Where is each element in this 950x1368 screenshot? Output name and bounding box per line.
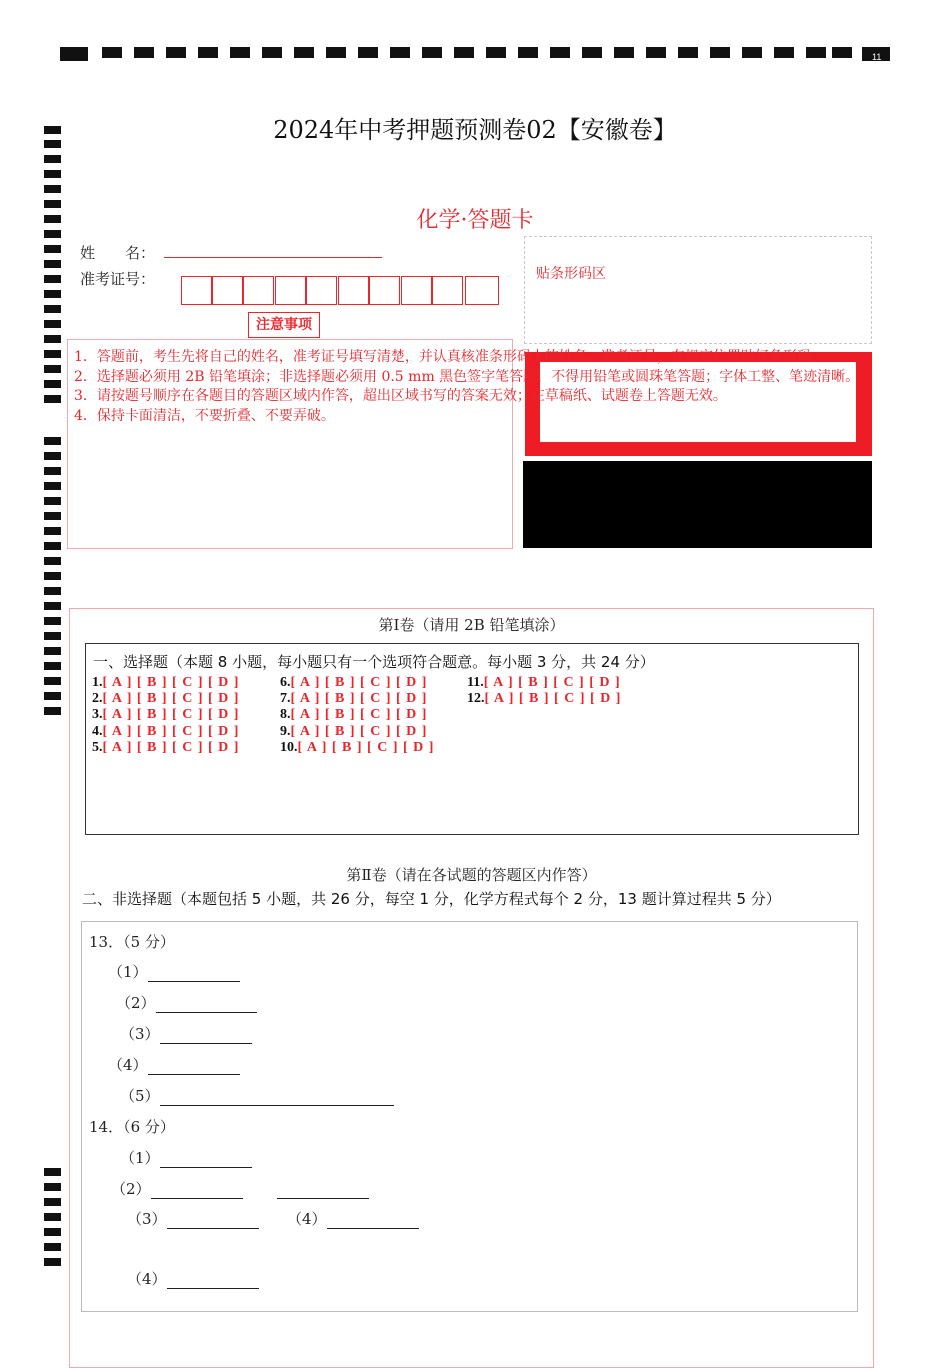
part-label: （4） (108, 1056, 148, 1074)
mc-number: 5. (92, 740, 103, 755)
answer-blank[interactable] (160, 1091, 394, 1106)
mc-number: 10. (280, 740, 298, 755)
part-label: （2） (116, 994, 156, 1012)
answer-blank[interactable] (148, 967, 240, 982)
mc-options[interactable]: [ A ] [ B ] [ C ] [ D ] (102, 724, 240, 739)
mc-options[interactable]: [ A ] [ B ] [ C ] [ D ] (102, 675, 240, 690)
q13-label: 13．（5 分） (89, 933, 175, 951)
q14-part[interactable] (127, 1268, 259, 1289)
notice-item-1: 1．答题前，考生先将自己的姓名，准考证号填写清楚，并认真核准条形码上的姓名、准考证号，在规定位置贴好条形码。 (74, 349, 825, 365)
mc-options[interactable]: [ A ] [ B ] [ C ] [ D ] (484, 691, 622, 706)
page-number: 11 (872, 52, 882, 62)
mc-number: 12. (467, 691, 485, 706)
mc-options[interactable]: [ A ] [ B ] [ C ] [ D ] (102, 740, 240, 755)
id-box[interactable] (401, 276, 432, 305)
id-box[interactable] (465, 276, 499, 305)
mc-number: 7. (280, 691, 291, 706)
mc-number: 9. (280, 724, 291, 739)
mc-number: 1. (92, 675, 103, 690)
notice-item-2: 2．选择题必须用 2B 铅笔填涂；非选择题必须用 0.5 mm 黑色签字笔答题，不得用铅笔或圆珠笔答题；字体工整、笔迹清晰。 (74, 369, 860, 385)
card-subtitle: 化学·答题卡 (416, 208, 534, 233)
mc-options[interactable]: [ A ] [ B ] [ C ] [ D ] (290, 724, 428, 739)
mc-number: 8. (280, 707, 291, 722)
answer-blank[interactable] (156, 998, 257, 1013)
mc-question[interactable] (92, 724, 239, 740)
part-label: （3） (120, 1025, 160, 1043)
part-label: （3） (127, 1210, 167, 1228)
mc-question[interactable] (280, 724, 427, 740)
id-box[interactable] (432, 276, 463, 305)
answer-blank[interactable] (167, 1274, 259, 1289)
id-label: 准考证号： (80, 270, 156, 288)
answer-blank[interactable] (148, 1060, 240, 1075)
part-label: （5） (120, 1087, 160, 1105)
q13-part[interactable] (116, 992, 257, 1013)
mc-number: 2. (92, 691, 103, 706)
mc-question[interactable] (92, 675, 239, 691)
mc-question[interactable] (280, 675, 427, 691)
answer-blank[interactable] (167, 1214, 259, 1229)
blackout-block (523, 461, 872, 548)
q13-part[interactable] (108, 961, 240, 982)
answer-blank[interactable] (160, 1029, 252, 1044)
mc-options[interactable]: [ A ] [ B ] [ C ] [ D ] (483, 675, 621, 690)
q14-label: 14．（6 分） (89, 1118, 175, 1136)
part2-heading: 第Ⅱ卷（请在各试题的答题区内作答） (346, 866, 597, 884)
id-box[interactable] (369, 276, 400, 305)
mc-number: 4. (92, 724, 103, 739)
mc-options[interactable]: [ A ] [ B ] [ C ] [ D ] (102, 691, 240, 706)
mc-options[interactable]: [ A ] [ B ] [ C ] [ D ] (290, 707, 428, 722)
mc-question[interactable] (92, 740, 239, 756)
part-label: （2） (111, 1180, 151, 1198)
id-box[interactable] (212, 276, 243, 305)
id-box[interactable] (275, 276, 306, 305)
part-label: （4） (127, 1270, 167, 1288)
barcode-label: 贴条形码区 (536, 266, 606, 282)
mc-number: 6. (280, 675, 291, 690)
q13-part[interactable] (120, 1023, 252, 1044)
mc-options[interactable]: [ A ] [ B ] [ C ] [ D ] (290, 675, 428, 690)
name-field[interactable] (164, 257, 382, 258)
mc-question[interactable] (280, 707, 427, 723)
exam-title: 2024年中考押题预测卷02【安徽卷】 (273, 116, 677, 144)
q14-part[interactable] (120, 1147, 252, 1168)
name-label: 姓 名： (80, 244, 156, 262)
mc-question[interactable] (92, 707, 239, 723)
mc-question[interactable] (467, 691, 621, 707)
id-box[interactable] (338, 276, 369, 305)
mc-options[interactable]: [ A ] [ B ] [ C ] [ D ] (297, 740, 435, 755)
answer-blank[interactable] (277, 1184, 369, 1199)
mc-number: 11. (467, 675, 484, 690)
id-box[interactable] (181, 276, 212, 305)
answer-blank[interactable] (160, 1153, 252, 1168)
part-label: （4） (287, 1210, 327, 1228)
part-label: （1） (108, 963, 148, 981)
mc-question[interactable] (467, 675, 621, 691)
part-label: （1） (120, 1149, 160, 1167)
mc-number: 3. (92, 707, 103, 722)
mc-options[interactable]: [ A ] [ B ] [ C ] [ D ] (102, 707, 240, 722)
mc-section-title: 一、选择题（本题 8 小题，每小题只有一个选项符合题意。每小题 3 分，共 24 分） (93, 653, 655, 671)
notice-item-3: 3．请按题号顺序在各题目的答题区域内作答，超出区域书写的答案无效；在草稿纸、试题卷上答题无效。 (74, 388, 727, 404)
barcode-area (524, 236, 872, 344)
notice-title: 注意事项 (248, 312, 320, 338)
id-box[interactable] (306, 276, 337, 305)
mc-question[interactable] (92, 691, 239, 707)
q13-part[interactable] (120, 1085, 394, 1106)
mc-options[interactable]: [ A ] [ B ] [ C ] [ D ] (290, 691, 428, 706)
q14-part[interactable] (111, 1178, 369, 1199)
q14-part[interactable] (287, 1208, 419, 1229)
id-box[interactable] (243, 276, 274, 305)
mc-question[interactable] (280, 740, 434, 756)
answer-blank[interactable] (151, 1184, 243, 1199)
q14-part[interactable] (127, 1208, 259, 1229)
non-mc-section-title: 二、非选择题（本题包括 5 小题，共 26 分，每空 1 分，化学方程式每个 2 分，13 题计算过程共 5 分） (82, 890, 781, 908)
mc-question[interactable] (280, 691, 427, 707)
part1-heading: 第Ⅰ卷（请用 2B 铅笔填涂） (378, 616, 565, 634)
notice-item-4: 4．保持卡面清洁，不要折叠、不要弄破。 (74, 408, 335, 424)
answer-blank[interactable] (327, 1214, 419, 1229)
q13-part[interactable] (108, 1054, 240, 1075)
